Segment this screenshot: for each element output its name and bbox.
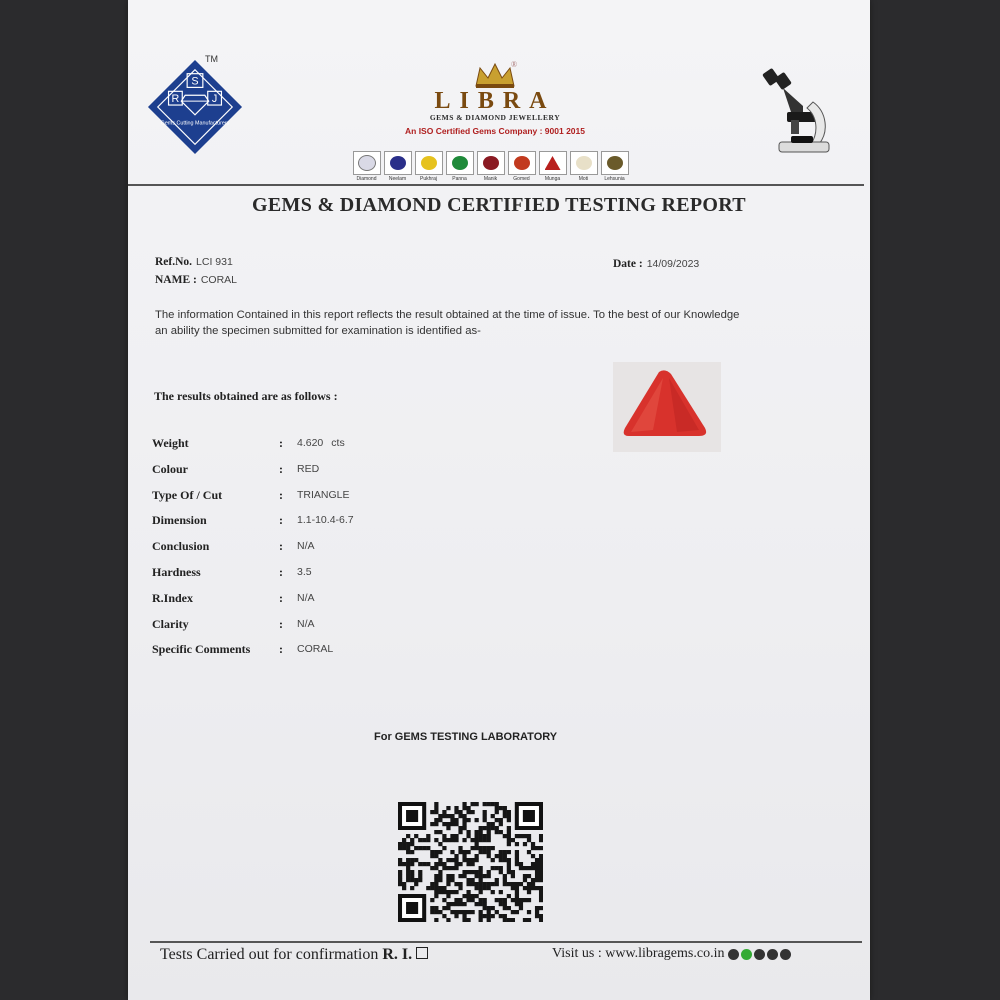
logo-letter-j: J — [211, 93, 218, 106]
visit-text: Visit us : www.libragems.co.in — [552, 946, 725, 961]
iso-line: An ISO Certified Gems Company : 9001 2015 — [405, 126, 585, 136]
social-icons — [728, 949, 791, 960]
registered-mark: ® — [511, 60, 518, 69]
result-value-cell — [297, 618, 315, 630]
result-label: Weight — [152, 436, 189, 450]
result-unit: cts — [331, 437, 345, 449]
date-label: Date : — [613, 258, 643, 270]
gem-label: Gomed — [513, 176, 530, 182]
gem-panna — [446, 151, 473, 182]
gem-label: Munga — [544, 176, 561, 182]
gem-stone-icon — [390, 156, 406, 170]
brand-block — [395, 60, 595, 136]
gem-stone-icon — [452, 156, 468, 170]
result-value-cell — [297, 489, 350, 501]
gem-neelam — [384, 151, 411, 182]
gem-label: Panna — [452, 176, 467, 182]
result-label: Dimension — [152, 513, 207, 528]
footer-tests — [160, 946, 428, 964]
result-value-cell — [297, 540, 315, 552]
intro-paragraph: The information Contained in this report reflects the result obtained at the time of issue. To the best of our Knowledge an ability the specimen submitted for examination is identified as- — [155, 309, 740, 337]
footer-visit — [552, 946, 791, 962]
name-label: NAME : — [155, 274, 197, 286]
gem-label: Neelam — [388, 176, 407, 182]
brand-tagline: GEMS & DIAMOND JEWELLERY — [429, 113, 561, 122]
whatsapp-icon[interactable] — [741, 949, 752, 960]
result-value: RED — [297, 462, 320, 475]
result-value: 4.620 — [297, 437, 324, 449]
gem-lehsunia — [601, 151, 628, 182]
facebook-icon[interactable] — [728, 949, 739, 960]
instagram-icon[interactable] — [780, 949, 791, 960]
result-separator: : — [279, 616, 283, 631]
gem-label: Lehsunia — [604, 176, 625, 182]
ref-no-value: LCI 931 — [196, 256, 233, 268]
result-separator: : — [279, 513, 283, 528]
result-separator: : — [279, 590, 283, 605]
result-label: Conclusion — [152, 539, 210, 554]
result-value-cell — [297, 566, 312, 578]
rsj-logo — [146, 58, 244, 156]
gem-label: Moti — [578, 176, 589, 182]
tests-text: Tests Carried out for confirmation — [160, 946, 379, 963]
gem-diamond — [353, 151, 380, 182]
result-value: 3.5 — [297, 565, 312, 578]
result-value-cell — [297, 643, 333, 655]
gem-swatch — [446, 151, 474, 175]
report-date — [613, 258, 699, 270]
gem-label: Manik — [483, 176, 498, 182]
result-separator: : — [279, 436, 283, 450]
result-label: Hardness — [152, 564, 201, 579]
result-label: Clarity — [152, 616, 189, 631]
result-value-cell — [297, 592, 315, 604]
gem-strip — [353, 151, 628, 182]
result-separator: : — [279, 461, 283, 476]
logo-letter-r: R — [171, 93, 180, 106]
gem-moti — [570, 151, 597, 182]
gem-swatch — [570, 151, 598, 175]
checkbox-square-icon — [416, 947, 428, 959]
gem-swatch — [539, 151, 567, 175]
result-value-cell — [297, 463, 319, 475]
result-value: CORAL — [297, 643, 334, 656]
gem-label: Pukhraj — [420, 176, 437, 182]
gem-stone-icon — [545, 156, 561, 170]
gem-label: Diamond — [356, 176, 377, 182]
result-value: N/A — [297, 540, 315, 553]
lab-signoff: For GEMS TESTING LABORATORY — [374, 731, 558, 743]
youtube-icon[interactable] — [767, 949, 778, 960]
result-separator: : — [279, 487, 283, 502]
specimen-name — [155, 274, 237, 286]
header-divider — [128, 184, 864, 186]
coral-specimen-image — [613, 362, 721, 452]
gem-pukhraj — [415, 151, 442, 182]
result-label: Specific Comments — [152, 642, 251, 657]
twitter-icon[interactable] — [754, 949, 765, 960]
gem-gomed — [508, 151, 535, 182]
gem-swatch — [353, 151, 381, 175]
trademark: TM — [205, 54, 218, 64]
gem-munga — [539, 151, 566, 182]
qr-code — [398, 802, 543, 922]
ref-no-label: Ref.No. — [155, 256, 193, 268]
ref-no — [155, 256, 233, 268]
result-label: R.Index — [152, 590, 194, 605]
result-value: TRIANGLE — [297, 488, 350, 501]
gem-stone-icon — [514, 156, 530, 170]
results-heading: The results obtained are as follows : — [154, 389, 338, 403]
gem-swatch — [477, 151, 505, 175]
result-value-cell — [297, 514, 354, 526]
gem-swatch — [384, 151, 412, 175]
logo-caption: Gems Cutting Manufacturers — [160, 120, 230, 127]
gem-stone-icon — [607, 156, 623, 170]
name-value: CORAL — [200, 274, 238, 286]
result-value: N/A — [297, 591, 315, 604]
result-value: N/A — [297, 617, 315, 630]
gem-swatch — [508, 151, 536, 175]
result-value-cell — [297, 437, 345, 449]
gem-stone-icon — [358, 155, 376, 171]
result-separator: : — [279, 539, 283, 554]
result-value: 1.1-10.4-6.7 — [297, 514, 354, 527]
date-value: 14/09/2023 — [646, 258, 700, 270]
gem-swatch — [601, 151, 629, 175]
logo-letter-s: S — [191, 75, 199, 88]
report-title: GEMS & DIAMOND CERTIFIED TESTING REPORT — [252, 194, 746, 216]
gem-stone-icon — [576, 156, 592, 170]
gem-stone-icon — [421, 156, 437, 170]
tests-code: R. I. — [382, 946, 413, 963]
result-separator: : — [279, 564, 283, 579]
microscope-icon — [757, 62, 837, 162]
footer-divider — [150, 941, 862, 943]
gem-swatch — [415, 151, 443, 175]
result-separator: : — [279, 642, 283, 657]
gem-stone-icon — [483, 156, 499, 170]
result-label: Type Of / Cut — [152, 487, 223, 502]
gem-manik — [477, 151, 504, 182]
brand-name: LIBRA — [434, 88, 556, 114]
result-label: Colour — [152, 461, 188, 476]
